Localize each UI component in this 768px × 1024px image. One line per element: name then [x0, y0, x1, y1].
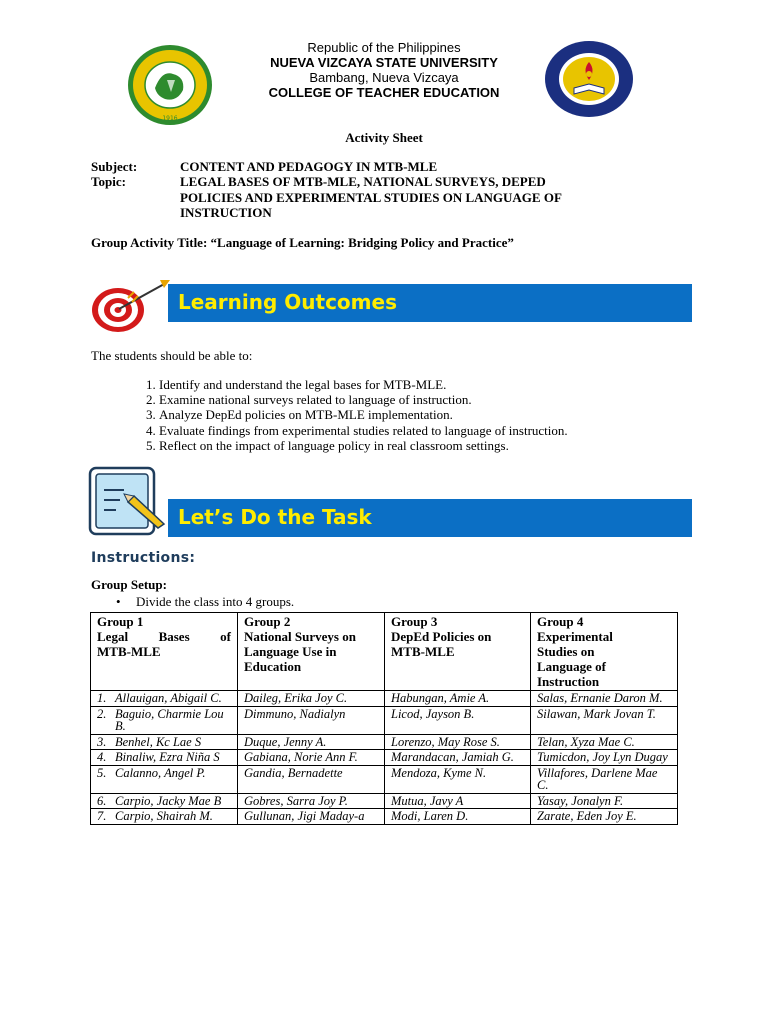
- table-row: [91, 706, 678, 734]
- member-name: Carpio, Shairah M.: [115, 809, 213, 823]
- outcome-item: 4. Evaluate findings from experimental studies related to language of instruction.: [159, 423, 699, 438]
- member-name: Baguio, Charmie Lou B.: [115, 706, 224, 733]
- row-number: 2.: [97, 706, 107, 721]
- table-row: [91, 750, 678, 766]
- header-university: NUEVA VIZCAYA STATE UNIVERSITY: [270, 55, 498, 70]
- table-row: [91, 734, 678, 750]
- header-line: Group 4: [537, 614, 584, 629]
- outcome-item: 3. Analyze DepEd policies on MTB-MLE implementation.: [159, 407, 699, 422]
- header-line: Legal Bases of: [97, 629, 231, 644]
- outcome-item: 5. Reflect on the impact of language policy in real classroom settings.: [159, 438, 699, 453]
- table-cell: Tumicdon, Joy Lyn Dugay: [531, 750, 678, 766]
- group-setup-bullet-item: [116, 594, 294, 610]
- table-cell: Zarate, Eden Joy E.: [531, 809, 678, 825]
- header-group-2: [238, 613, 385, 691]
- table-row: [91, 765, 678, 793]
- subject-label: Subject:: [91, 159, 138, 174]
- header-group-1: [91, 613, 238, 691]
- header-line: MTB-MLE: [391, 644, 455, 659]
- header-line: Group 1: [97, 614, 144, 629]
- table-cell: Gabiana, Norie Ann F.: [238, 750, 385, 766]
- header-group-4: [531, 613, 678, 691]
- table-cell: Mendoza, Kyme N.: [385, 765, 531, 793]
- header-location: Bambang, Nueva Vizcaya: [309, 70, 459, 85]
- header-line: Instruction: [537, 674, 600, 689]
- table-cell: Marandacan, Jamiah G.: [385, 750, 531, 766]
- table-row: [91, 809, 678, 825]
- table-cell: [91, 793, 238, 809]
- header-line: Group 3: [391, 614, 438, 629]
- seal-year: 1916: [162, 115, 178, 122]
- header-line: Education: [244, 659, 302, 674]
- topic-line: INSTRUCTION: [180, 205, 272, 220]
- header-line: National Surveys on: [244, 629, 356, 644]
- header-line: MTB-MLE: [97, 644, 161, 659]
- instructions-heading: Instructions:: [91, 550, 196, 566]
- table-cell: Duque, Jenny A.: [238, 734, 385, 750]
- header-republic: Republic of the Philippines: [307, 40, 461, 55]
- table-cell: Dimmuno, Nadialyn: [238, 706, 385, 734]
- group-setup-label: Group Setup:: [91, 577, 167, 592]
- table-row: [91, 691, 678, 707]
- outcomes-intro: The students should be able to:: [91, 348, 253, 363]
- member-name: Binaliw, Ezra Niña S: [115, 750, 220, 764]
- table-cell: Daileg, Erika Joy C.: [238, 691, 385, 707]
- table-cell: Gullunan, Jigi Maday-a: [238, 809, 385, 825]
- header-line: Language Use in: [244, 644, 337, 659]
- table-cell: [91, 809, 238, 825]
- task-banner: [168, 499, 692, 537]
- row-number: 3.: [97, 734, 107, 749]
- topic-label: Topic:: [91, 174, 126, 189]
- table-cell: [91, 750, 238, 766]
- topic-line: LEGAL BASES OF MTB-MLE, NATIONAL SURVEYS, DEPED: [180, 174, 546, 189]
- table-cell: Salas, Ernanie Daron M.: [531, 691, 678, 707]
- member-name: Allauigan, Abigail C.: [115, 691, 222, 705]
- table-cell: Gobres, Sarra Joy P.: [238, 793, 385, 809]
- header-line: Studies on: [537, 644, 595, 659]
- row-number: 6.: [97, 793, 107, 808]
- task-banner-title: Let’s Do the Task: [178, 505, 372, 529]
- table-cell: Lorenzo, May Rose S.: [385, 734, 531, 750]
- table-cell: Gandia, Bernadette: [238, 765, 385, 793]
- header-line: Language of: [537, 659, 606, 674]
- table-cell: Modi, Laren D.: [385, 809, 531, 825]
- table-cell: [91, 691, 238, 707]
- task-notepad-icon: [88, 466, 168, 538]
- table-row: [91, 793, 678, 809]
- learning-outcomes-title: Learning Outcomes: [178, 290, 397, 314]
- document-title: Activity Sheet: [345, 130, 423, 145]
- table-cell: [91, 706, 238, 734]
- table-cell: Villafores, Darlene Mae C.: [531, 765, 678, 793]
- header-line: Experimental: [537, 629, 613, 644]
- groups-table: [90, 612, 678, 825]
- table-cell: Licod, Jayson B.: [385, 706, 531, 734]
- member-name: Carpio, Jacky Mae B: [115, 793, 222, 808]
- table-cell: Yasay, Jonalyn F.: [531, 793, 678, 809]
- table-cell: [91, 765, 238, 793]
- outcomes-list: [135, 377, 699, 453]
- row-number: 5.: [97, 765, 107, 780]
- table-header-row: [91, 613, 678, 691]
- member-name: Calanno, Angel P.: [115, 765, 206, 780]
- group-setup-bullet-text: Divide the class into 4 groups.: [136, 594, 295, 609]
- table-cell: Mutua, Javy A: [385, 793, 531, 809]
- member-name: Benhel, Kc Lae S: [115, 734, 202, 749]
- table-cell: Telan, Xyza Mae C.: [531, 734, 678, 750]
- header-line: DepEd Policies on: [391, 629, 492, 644]
- subject-value: CONTENT AND PEDAGOGY IN MTB-MLE: [180, 159, 438, 174]
- topic-line: POLICIES AND EXPERIMENTAL STUDIES ON LANGUAGE OF: [180, 189, 562, 205]
- table-cell: Habungan, Amie A.: [385, 691, 531, 707]
- header-college: COLLEGE OF TEACHER EDUCATION: [268, 85, 500, 100]
- outcome-item: 1. Identify and understand the legal bases for MTB-MLE.: [159, 377, 699, 392]
- row-number: 1.: [97, 691, 107, 705]
- header-group-3: [385, 613, 531, 691]
- outcome-item: 2. Examine national surveys related to language of instruction.: [159, 392, 699, 407]
- group-activity-title: Group Activity Title: “Language of Learning: Bridging Policy and Practice”: [91, 235, 514, 250]
- table-cell: Silawan, Mark Jovan T.: [531, 706, 678, 734]
- table-cell: [91, 734, 238, 750]
- row-number: 7.: [97, 809, 107, 823]
- bullet-icon: •: [116, 594, 121, 609]
- learning-outcomes-banner: [168, 284, 692, 322]
- row-number: 4.: [97, 750, 107, 764]
- topic-value: [180, 174, 562, 221]
- target-icon: [88, 278, 172, 336]
- header-line: Group 2: [244, 614, 291, 629]
